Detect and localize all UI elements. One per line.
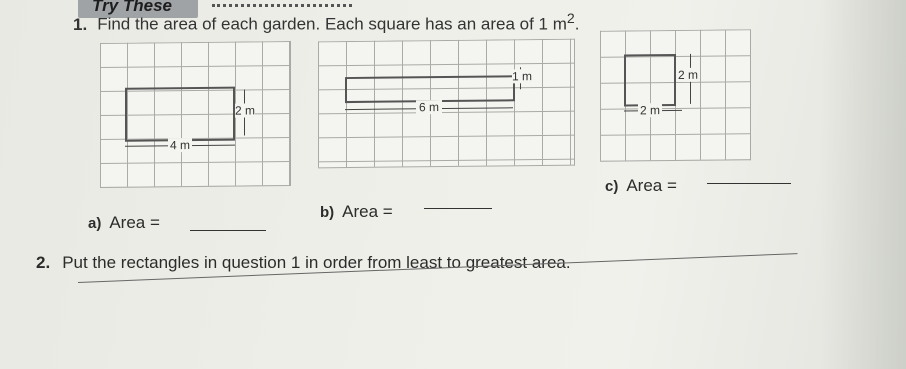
answer-b: [320, 202, 393, 222]
garden-b-grid: [318, 39, 575, 169]
garden-c-rectangle: [624, 54, 676, 107]
question-2-text: Put the rectangles in question 1 in order from least to greatest area.: [62, 253, 571, 272]
garden-b-width-label: 6 m: [416, 100, 442, 114]
answer-c-label: Area =: [626, 176, 677, 195]
garden-c-height-label: 2 m: [678, 67, 699, 82]
answer-c-letter: c): [605, 178, 619, 195]
answer-c: [605, 176, 677, 196]
answer-a-blank[interactable]: [190, 230, 266, 231]
garden-c-width-label: 2 m: [640, 103, 661, 118]
header-dotted-line: [212, 4, 352, 7]
question-1-text: Find the area of each garden. Each square has an area of 1 m: [97, 14, 567, 34]
try-these-title: Try These: [92, 0, 173, 15]
garden-a-height-label: 2 m: [235, 103, 256, 118]
question-1-superscript: 2: [566, 11, 575, 27]
answer-a-letter: a): [88, 215, 102, 232]
answer-b-label: Area =: [342, 202, 393, 221]
garden-c-grid: [600, 29, 751, 162]
garden-a-rectangle: [125, 87, 235, 142]
question-1-period: .: [574, 14, 580, 34]
question-2-number: 2.: [36, 253, 51, 272]
question-1-number: 1.: [73, 14, 88, 34]
question-2-prompt: [36, 253, 571, 273]
garden-b-height-label: 1 m: [512, 69, 533, 84]
garden-b-rectangle: [345, 75, 515, 103]
garden-a-width-label: 4 m: [170, 138, 191, 153]
answer-a: [88, 213, 160, 233]
garden-a-grid: [100, 41, 291, 188]
question-1-prompt: [73, 11, 580, 35]
page-edge-shadow: [820, 0, 906, 369]
answer-a-label: Area =: [109, 213, 160, 232]
answer-b-letter: b): [320, 204, 335, 221]
answer-c-blank[interactable]: [707, 183, 791, 184]
answer-b-blank[interactable]: [424, 208, 492, 209]
